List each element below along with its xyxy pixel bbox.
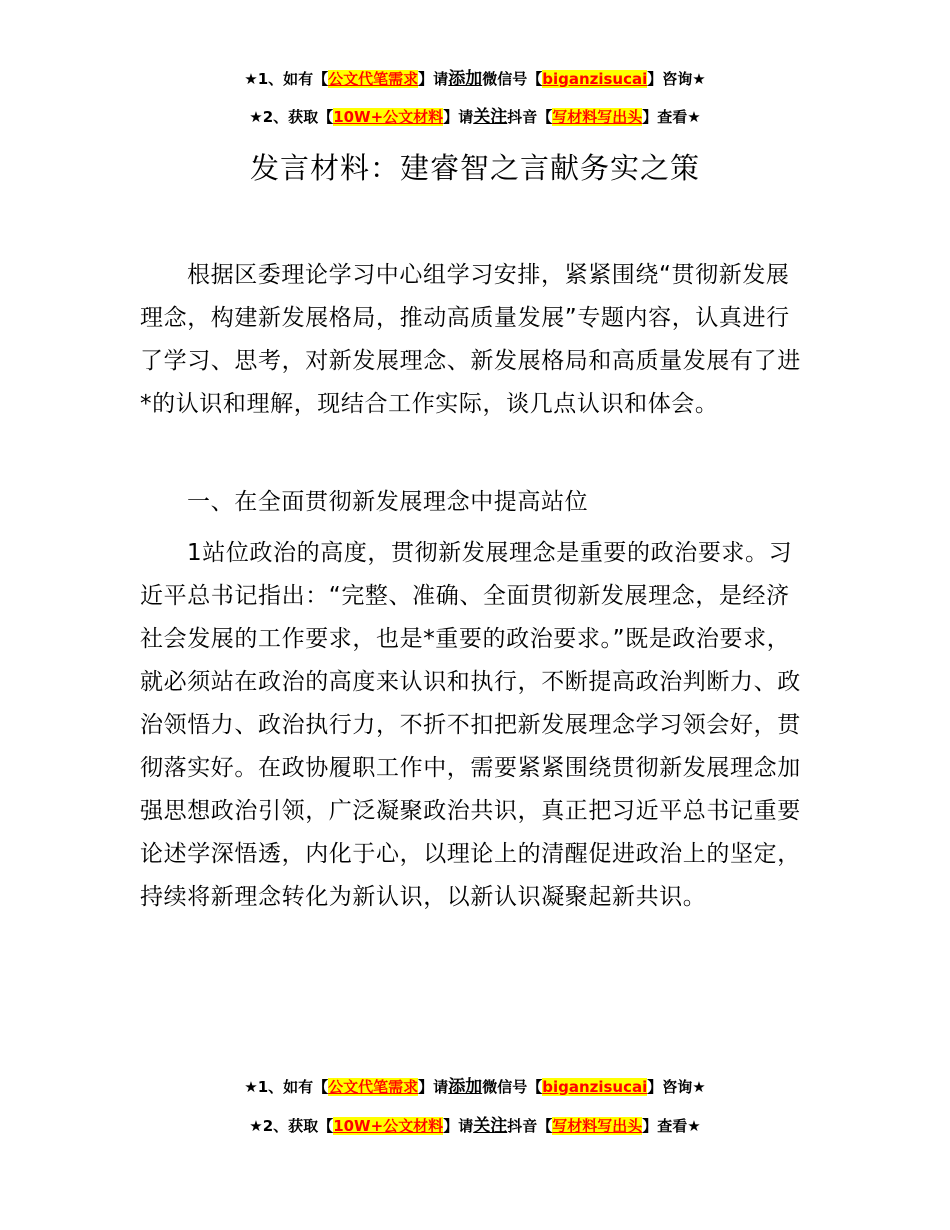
promo-text: 】请 xyxy=(418,70,449,88)
promo-highlight: 公文代笔需求 xyxy=(328,1078,419,1096)
promo-text: 抖音【 xyxy=(507,1117,553,1135)
promo-text: ★1、如有【 xyxy=(244,1078,329,1096)
header-promo-line-2 xyxy=(0,107,950,127)
body-paragraph-1: 1站位政治的高度，贯彻新发展理念是重要的政治要求。习近平总书记指出：“完整、准确、全面贯彻新发展理念，是经济社会发展的工作要求，也是*重要的政治要求。”既是政治要求，就必须站在政治的高度来认识和执行，不断提高政治判断力、政治领悟力、政治执行力，不折不扣把新发展理念学习领会好，贯彻落实好。在政协履职工作中，需要紧紧围绕贯彻新发展理念加强思想政治引领，广泛凝聚政治共识，真正把习近平总书记重要论述学深悟透，内化于心，以理论上的清醒促进政治上的坚定，持续将新理念转化为新认识，以新认识凝聚起新共识。 xyxy=(140,540,801,910)
promo-text: 】请 xyxy=(443,1117,474,1135)
promo-text: 抖音【 xyxy=(507,108,553,126)
document-title: 发言材料：建睿智之言献务实之策 xyxy=(249,151,700,185)
promo-text: 】咨询★ xyxy=(647,1078,706,1096)
promo-text: ★2、获取【 xyxy=(249,1117,334,1135)
promo-emphasis: 添加 xyxy=(448,1077,483,1097)
promo-text: 】请 xyxy=(443,108,474,126)
promo-highlight: biganzisucai xyxy=(542,70,648,88)
promo-highlight: 10W+公文材料 xyxy=(333,1117,444,1135)
body-paragraph-intro: 根据区委理论学习中心组学习安排，紧紧围绕“贯彻新发展理念，构建新发展格局，推动高质量发展”专题内容，认真进行了学习、思考，对新发展理念、新发展格局和高质量发展有了进*的认识和理解，现结合工作实际，谈几点认识和体会。 xyxy=(140,262,801,417)
promo-emphasis: 添加 xyxy=(448,69,483,89)
promo-text: 微信号【 xyxy=(482,70,543,88)
promo-emphasis: 关注 xyxy=(473,107,508,127)
promo-text: 】请 xyxy=(418,1078,449,1096)
promo-text: ★1、如有【 xyxy=(244,70,329,88)
promo-highlight: biganzisucai xyxy=(542,1078,648,1096)
header-promo-line-1 xyxy=(0,69,950,89)
promo-emphasis: 关注 xyxy=(473,1116,508,1136)
promo-highlight: 公文代笔需求 xyxy=(328,70,419,88)
promo-text: 】查看★ xyxy=(642,1117,701,1135)
footer-promo-line-2 xyxy=(0,1116,950,1136)
promo-text: 】咨询★ xyxy=(647,70,706,88)
promo-highlight: 写材料写出头 xyxy=(552,108,643,126)
footer-promo-line-1 xyxy=(0,1077,950,1097)
promo-highlight: 写材料写出头 xyxy=(552,1117,643,1135)
section-heading-1: 一、在全面贯彻新发展理念中提高站位 xyxy=(187,489,589,515)
promo-text: ★2、获取【 xyxy=(249,108,334,126)
promo-highlight: 10W+公文材料 xyxy=(333,108,444,126)
promo-text: 微信号【 xyxy=(482,1078,543,1096)
promo-text: 】查看★ xyxy=(642,108,701,126)
